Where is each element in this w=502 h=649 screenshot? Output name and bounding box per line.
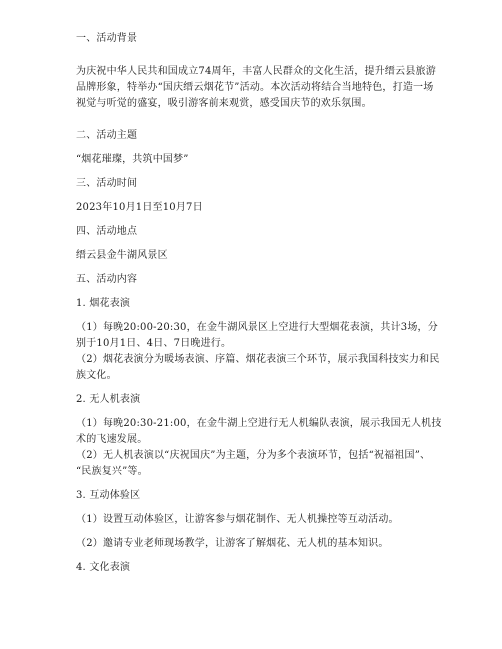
place-text: 缙云县金牛湖风景区 xyxy=(76,250,168,261)
paragraph-line: 品牌形象，特举办“国庆缙云烟花节”活动。本次活动将结合当地特色，打造一场 xyxy=(76,82,434,93)
paragraph-line: 为庆祝中华人民共和国成立74周年，丰富人民群众的文化生活，提升缙云县旅游 xyxy=(76,66,436,77)
subheading-interactive: 3. 互动体验区 xyxy=(76,490,141,501)
paragraph-line: 视觉与听觉的盛宴，吸引游客前来观赏，感受国庆节的欢乐氛围。 xyxy=(76,98,372,109)
section-heading-content: 五、活动内容 xyxy=(76,274,138,285)
subheading-fireworks: 1. 烟花表演 xyxy=(76,298,131,309)
subheading-culture: 4. 文化表演 xyxy=(76,562,131,573)
time-text: 2023年10月1日至10月7日 xyxy=(76,202,203,213)
list-item-line: （2）邀请专业老师现场教学，让游客了解烟花、无人机的基本知识。 xyxy=(76,538,389,549)
list-item-line: （1）设置互动体验区，让游客参与烟花制作、无人机操控等互动活动。 xyxy=(76,514,399,525)
list-item-line: “民族复兴”等。 xyxy=(76,466,148,477)
list-item-line: （2）无人机表演以“庆祝国庆”为主题，分为多个表演环节，包括“祝福祖国”、 xyxy=(76,450,431,461)
list-item-line: 别于10月1日、4日、7日晚进行。 xyxy=(76,338,232,349)
list-item-line: （2）烟花表演分为暖场表演、序篇、烟花表演三个环节，展示我国科技实力和民 xyxy=(76,354,440,365)
section-heading-theme: 二、活动主题 xyxy=(76,130,138,141)
section-heading-background: 一、活动背景 xyxy=(76,33,138,44)
list-item-line: 族文化。 xyxy=(76,370,117,381)
theme-text: “烟花璀璨，共筑中国梦” xyxy=(76,154,189,165)
list-item-line: （1）每晚20:00-20:30，在金牛湖风景区上空进行大型烟花表演，共计3场，分 xyxy=(76,322,438,333)
section-heading-time: 三、活动时间 xyxy=(76,178,138,189)
list-item-line: 术的飞速发展。 xyxy=(76,434,148,445)
list-item-line: （1）每晚20:30-21:00，在金牛湖上空进行无人机编队表演，展示我国无人机技 xyxy=(76,418,442,429)
section-heading-place: 四、活动地点 xyxy=(76,226,138,237)
subheading-drone: 2. 无人机表演 xyxy=(76,394,141,405)
